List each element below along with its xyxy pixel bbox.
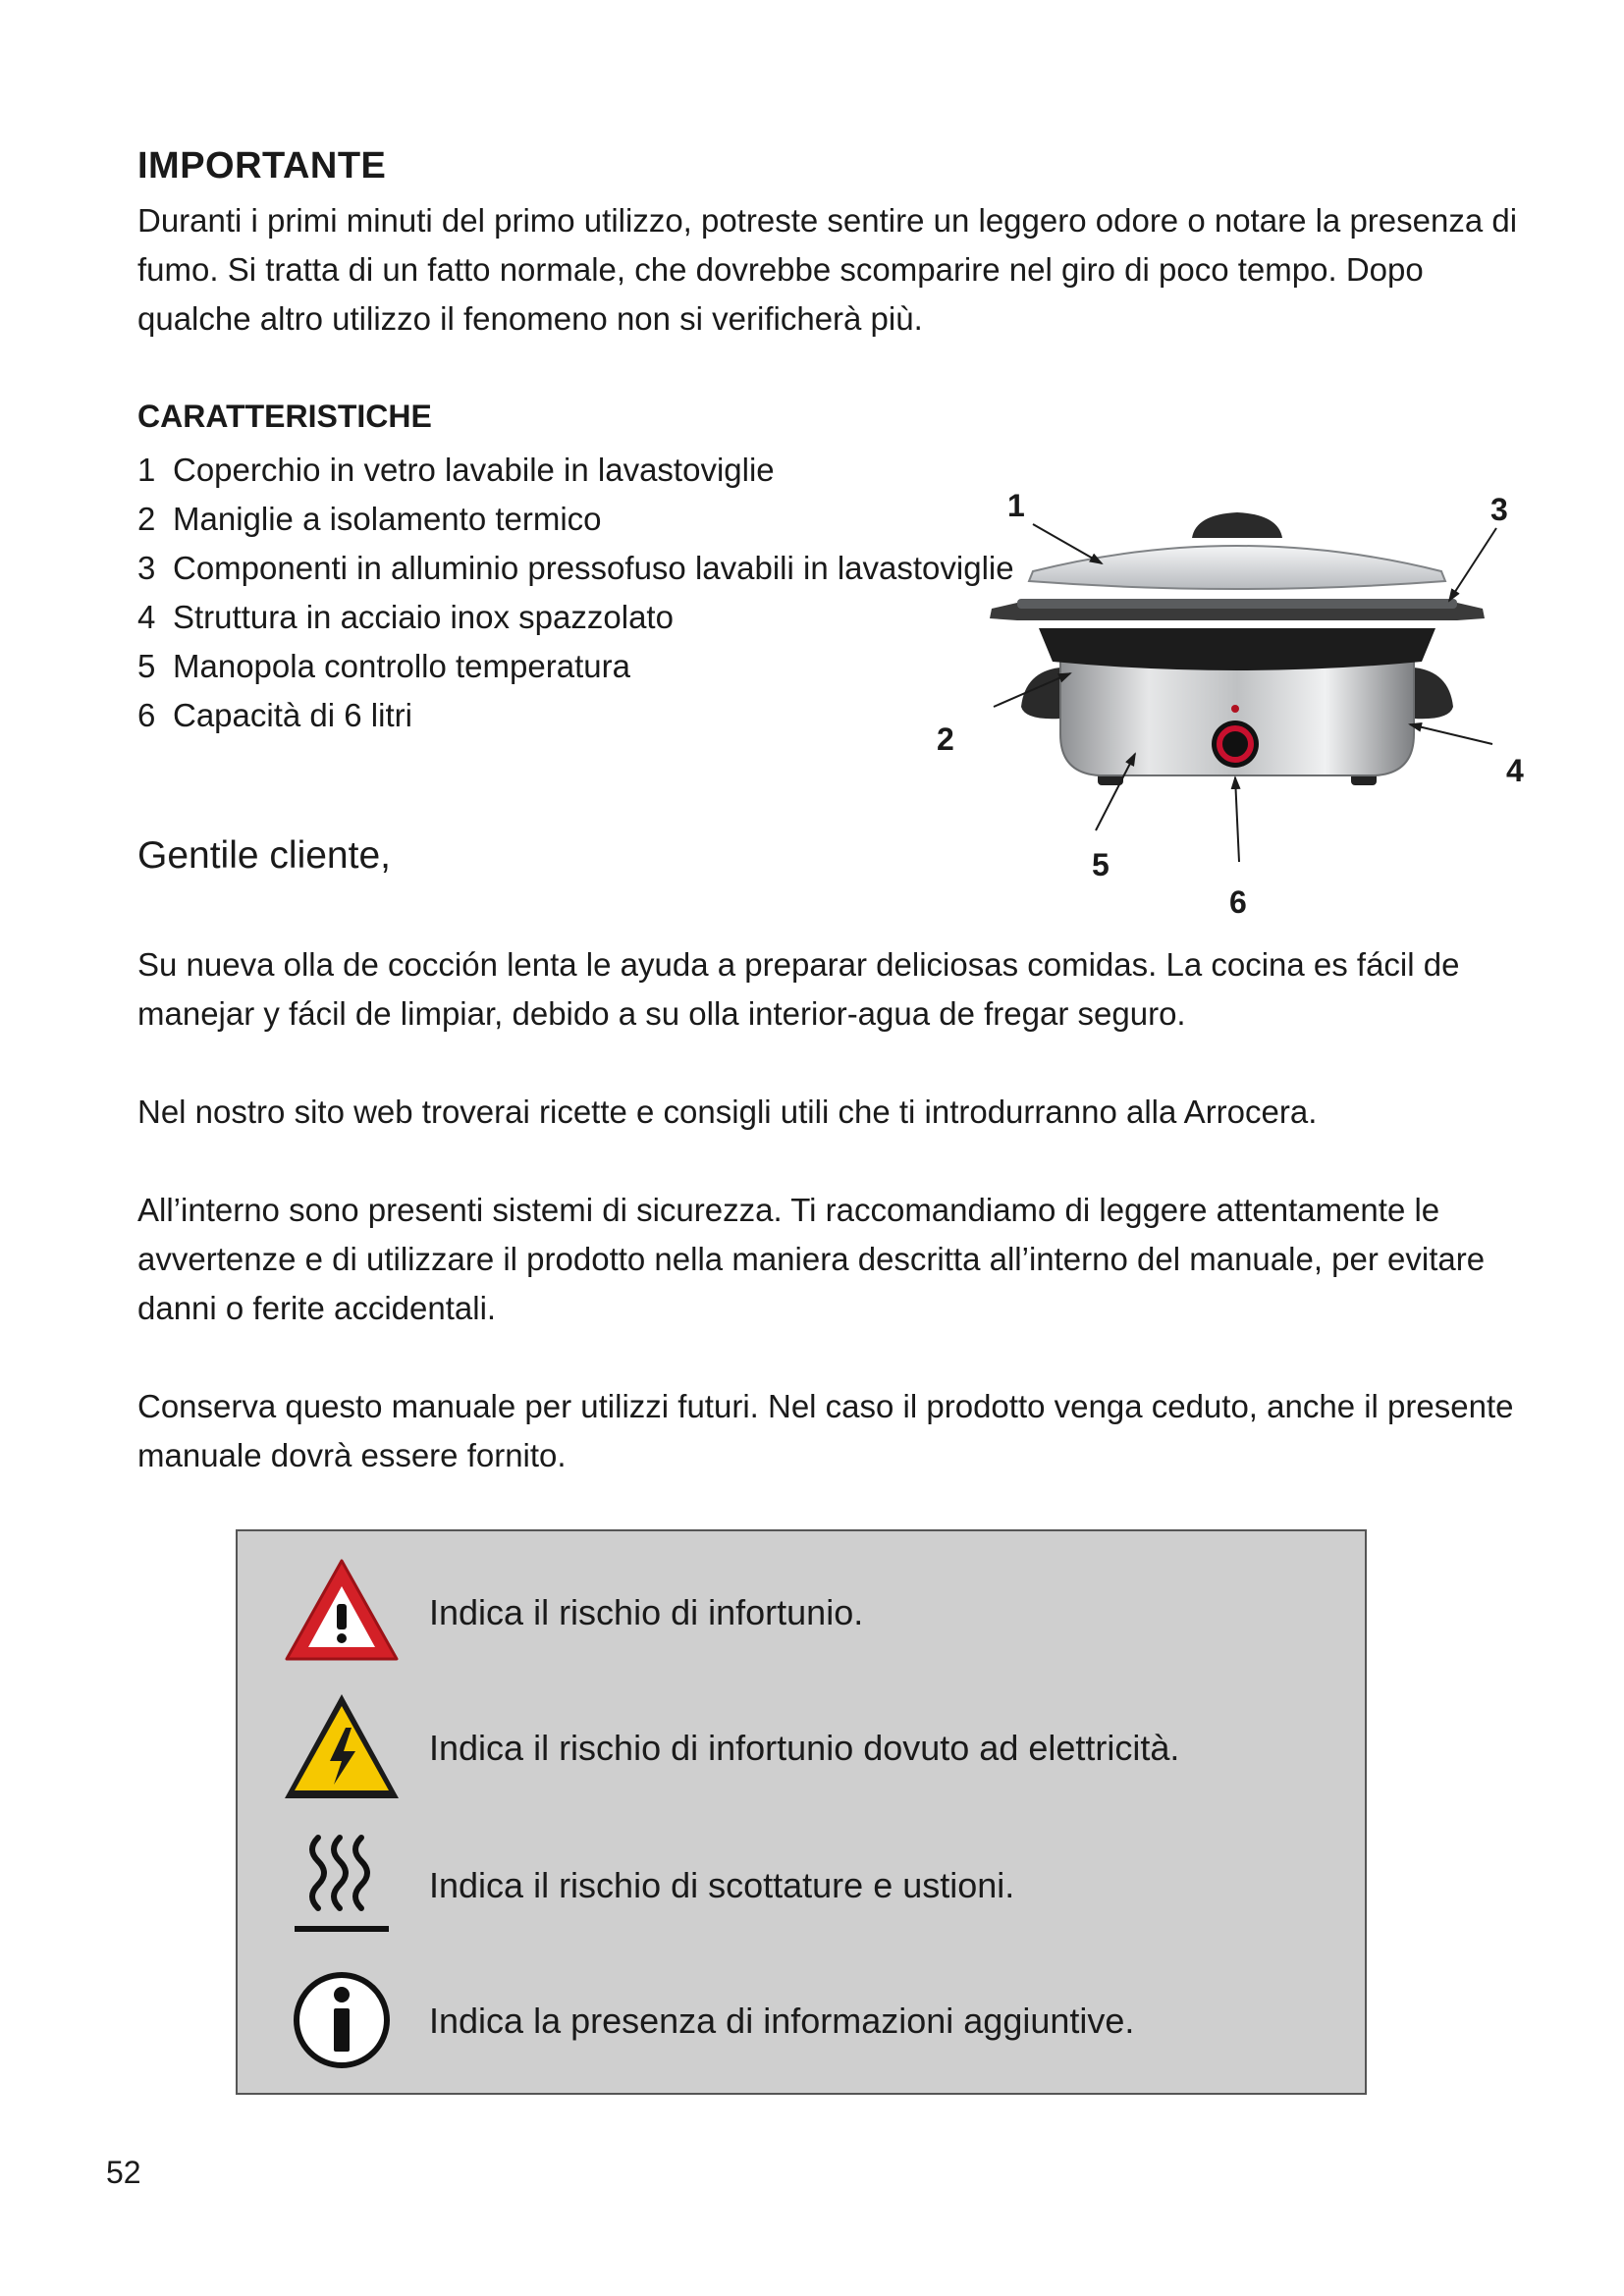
feature-number: 6 <box>137 697 156 733</box>
callout-arrow-4 <box>1410 724 1492 744</box>
feature-item <box>137 495 1014 544</box>
callout-arrow-6 <box>1235 777 1239 862</box>
heading-important: IMPORTANTE <box>137 145 387 187</box>
callout-arrow-3 <box>1449 528 1496 601</box>
lid-knob <box>1192 512 1282 538</box>
callout-arrow-1 <box>1033 524 1102 563</box>
symbols-legend <box>236 1529 1367 2095</box>
legend-row <box>238 1826 1365 1944</box>
paragraph-safety: All’interno sono presenti sistemi di sicurezza. Ti raccomandiamo di leggere attentamente le avvertenze e di utilizzare il prodotto nella maniera descritta all’interno del manuale, per evitare danni o ferite accidentali. <box>137 1192 1486 1326</box>
electric-hazard-icon <box>281 1688 403 1806</box>
feature-text: Struttura in acciaio inox spazzolato <box>173 599 674 635</box>
glass-lid <box>1029 546 1445 589</box>
feature-text: Maniglie a isolamento termico <box>173 501 602 537</box>
aluminium-rim-top <box>1017 599 1457 609</box>
callout-number-3: 3 <box>1490 492 1508 527</box>
legend-text: Indica il rischio di infortunio. <box>429 1592 864 1632</box>
right-handle <box>1414 667 1453 719</box>
warning-triangle-icon <box>281 1553 403 1671</box>
hot-surface-icon <box>281 1826 403 1944</box>
feature-text: Capacità di 6 litri <box>173 697 412 733</box>
feature-item <box>137 642 1014 691</box>
callout-number-4: 4 <box>1506 753 1524 788</box>
legend-row <box>238 1688 1365 1806</box>
info-icon <box>281 1961 403 2079</box>
legend-text: Indica il rischio di scottature e ustioni. <box>429 1865 1015 1905</box>
greeting: Gentile cliente, <box>137 834 391 877</box>
callout-number-2: 2 <box>937 721 954 757</box>
feature-item <box>137 446 1014 495</box>
feature-number: 4 <box>137 599 156 635</box>
feature-item <box>137 544 1014 593</box>
legend-row <box>238 1961 1365 2079</box>
feature-number: 2 <box>137 501 156 537</box>
callout-number-6: 6 <box>1229 884 1247 920</box>
feature-text: Manopola controllo temperatura <box>173 648 630 684</box>
feature-text: Coperchio in vetro lavabile in lavastoviglie <box>173 452 775 488</box>
paragraph-website: Nel nostro sito web troverai ricette e consigli utili che ti introdurranno alla Arrocera. <box>137 1094 1318 1130</box>
intro-paragraph: Duranti i primi minuti del primo utilizzo, potreste sentire un leggero odore o notare la presenza di fumo. Si tratta di un fatto normale, che dovrebbe scomparire nel giro di poco tempo. Dopo qualche altro utilizzo il fenomeno non si verificherà più. <box>137 202 1518 337</box>
indicator-light <box>1231 705 1239 713</box>
features-list <box>137 446 1014 740</box>
callout-number-5: 5 <box>1092 847 1110 882</box>
legend-row <box>238 1553 1365 1671</box>
legend-text: Indica la presenza di informazioni aggiuntive. <box>429 2001 1135 2041</box>
feature-number: 3 <box>137 550 156 586</box>
paragraph-description: Su nueva olla de cocción lenta le ayuda a preparar deliciosas comidas. La cocina es fácil de manejar y fácil de limpiar, debido a su olla interior-agua de fregar seguro. <box>137 946 1460 1032</box>
callout-number-1: 1 <box>1007 488 1025 523</box>
page-number: 52 <box>106 2155 141 2190</box>
feature-text: Componenti in alluminio pressofuso lavabili in lavastoviglie <box>173 550 1014 586</box>
paragraph-keep-manual: Conserva questo manuale per utilizzi futuri. Nel caso il prodotto venga ceduto, anche il presente manuale dovrà essere fornito. <box>137 1388 1514 1473</box>
feature-number: 1 <box>137 452 156 488</box>
feature-item <box>137 691 1014 740</box>
heading-features: CARATTERISTICHE <box>137 399 432 434</box>
feature-number: 5 <box>137 648 156 684</box>
cooker-rim-band <box>1039 628 1435 670</box>
feature-item <box>137 593 1014 642</box>
legend-text: Indica il rischio di infortunio dovuto ad elettricità. <box>429 1728 1180 1768</box>
slow-cooker-illustration <box>923 452 1551 942</box>
